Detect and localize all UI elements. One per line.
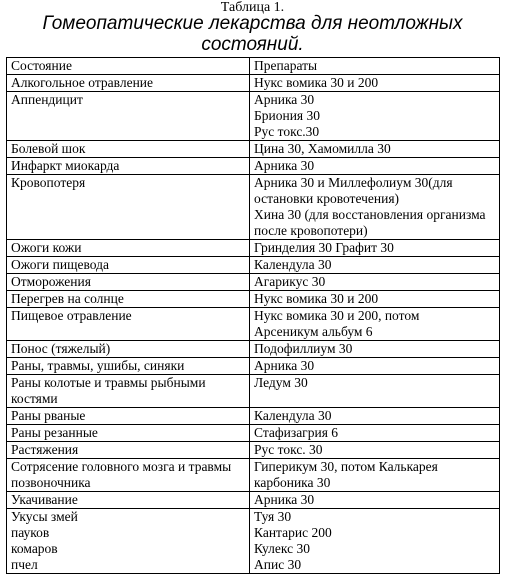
table-row (7, 274, 500, 291)
cell-remedy: Календула 30 (250, 408, 500, 425)
cell-condition: Перегрев на солнце (7, 291, 250, 308)
table-row (7, 442, 500, 459)
cell-remedy: Нукс вомика 30 и 200, потом Арсеникум альбум 6 (250, 308, 500, 341)
cell-condition: Ожоги кожи (7, 240, 250, 257)
cell-remedy: Гринделия 30 Графит 30 (250, 240, 500, 257)
table-row (7, 358, 500, 375)
cell-remedy: Нукс вомика 30 и 200 (250, 291, 500, 308)
table-row (7, 257, 500, 274)
cell-condition: Пищевое отравление (7, 308, 250, 341)
table-row (7, 375, 500, 408)
cell-remedy: Туя 30 Кантарис 200 Кулекс 30 Апис 30 (250, 509, 500, 574)
table-row (7, 509, 500, 574)
cell-remedy: Арника 30 (250, 158, 500, 175)
cell-condition: Раны резанные (7, 425, 250, 442)
cell-condition: Ожоги пищевода (7, 257, 250, 274)
column-header-condition: Состояние (7, 58, 250, 75)
cell-remedy: Рус токс. 30 (250, 442, 500, 459)
cell-condition: Кровопотеря (7, 175, 250, 240)
cell-remedy: Календула 30 (250, 257, 500, 274)
cell-condition: Отморожения (7, 274, 250, 291)
cell-condition: Укачивание (7, 492, 250, 509)
table-row (7, 459, 500, 492)
cell-condition: Растяжения (7, 442, 250, 459)
cell-remedy: Подофиллиум 30 (250, 341, 500, 358)
cell-remedy: Нукс вомика 30 и 200 (250, 75, 500, 92)
cell-remedy: Арника 30 и Миллефолиум 30(для остановки кровотечения) Хина 30 (для восстановления организма после кровопотери) (250, 175, 500, 240)
page-title: Гомеопатические лекарства для неотложных состояний. (42, 13, 463, 55)
cell-condition: Инфаркт миокарда (7, 158, 250, 175)
table-row (7, 341, 500, 358)
table-row (7, 408, 500, 425)
remedies-table (6, 57, 500, 574)
table-row (7, 308, 500, 341)
table-row (7, 175, 500, 240)
cell-condition: Болевой шок (7, 141, 250, 158)
table-row (7, 141, 500, 158)
cell-condition: Укусы змей пауков комаров пчел (7, 509, 250, 574)
cell-remedy: Ледум 30 (250, 375, 500, 408)
cell-condition: Раны, травмы, ушибы, синяки (7, 358, 250, 375)
cell-remedy: Арника 30 Бриония 30 Рус токс.30 (250, 92, 500, 141)
cell-remedy: Арника 30 (250, 492, 500, 509)
cell-condition: Понос (тяжелый) (7, 341, 250, 358)
table-row (7, 92, 500, 141)
table-row (7, 492, 500, 509)
table-header-row (7, 58, 500, 75)
cell-condition: Алкогольное отравление (7, 75, 250, 92)
table-caption: Таблица 1. (220, 0, 285, 15)
table-row (7, 75, 500, 92)
cell-remedy: Стафизагрия 6 (250, 425, 500, 442)
table-row (7, 240, 500, 257)
cell-condition: Раны рваные (7, 408, 250, 425)
cell-remedy: Агарикус 30 (250, 274, 500, 291)
table-row (7, 425, 500, 442)
table-row (7, 291, 500, 308)
cell-remedy: Гиперикум 30, потом Калькарея карбоника 30 (250, 459, 500, 492)
cell-remedy: Цина 30, Хамомилла 30 (250, 141, 500, 158)
cell-remedy: Арника 30 (250, 358, 500, 375)
table-row (7, 158, 500, 175)
cell-condition: Раны колотые и травмы рыбными костями (7, 375, 250, 408)
column-header-remedy: Препараты (250, 58, 500, 75)
cell-condition: Сотрясение головного мозга и травмы позвоночника (7, 459, 250, 492)
cell-condition: Аппендицит (7, 92, 250, 141)
